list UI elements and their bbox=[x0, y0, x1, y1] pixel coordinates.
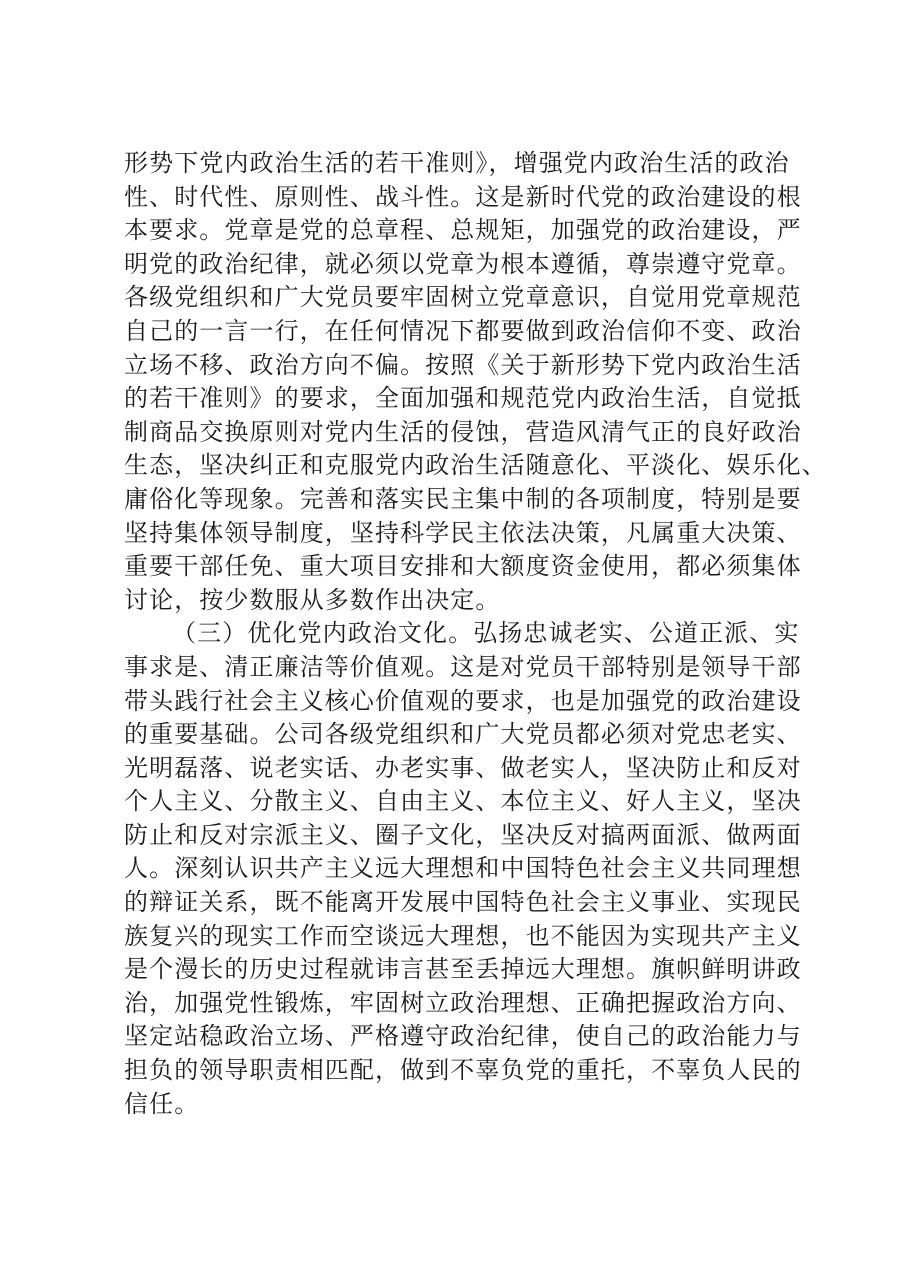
text-line: 光明磊落、说老实话、办老实事、做老实人，坚决防止和反对 bbox=[124, 753, 802, 782]
text-line: 本要求。党章是党的总章程、总规矩，加强党的政治建设，严 bbox=[124, 216, 802, 245]
text-line: 自己的一言一行，在任何情况下都要做到政治信仰不变、政治 bbox=[124, 316, 802, 345]
section-heading-line: （三）优化党内政治文化。弘扬忠诚老实、公道正派、实 bbox=[172, 619, 800, 648]
text-line: 立场不移、政治方向不偏。按照《关于新形势下党内政治生活 bbox=[124, 350, 802, 379]
text-line: 各级党组织和广大党员要牢固树立党章意识，自觉用党章规范 bbox=[124, 283, 802, 312]
text-line: 的辩证关系，既不能离开发展中国特色社会主义事业、实现民 bbox=[124, 888, 802, 917]
text-line: 带头践行社会主义核心价值观的要求，也是加强党的政治建设 bbox=[124, 686, 802, 715]
text-line: 性、时代性、原则性、战斗性。这是新时代党的政治建设的根 bbox=[124, 182, 802, 211]
text-line: 坚持集体领导制度，坚持科学民主依法决策，凡属重大决策、 bbox=[124, 518, 802, 547]
text-line: 的若干准则》的要求，全面加强和规范党内政治生活，自觉抵 bbox=[124, 384, 802, 413]
text-line: 防止和反对宗派主义、圈子文化，坚决反对搞两面派、做两面 bbox=[124, 820, 802, 849]
text-line: 讨论，按少数服从多数作出决定。 bbox=[124, 585, 501, 614]
text-line: 庸俗化等现象。完善和落实民主集中制的各项制度，特别是要 bbox=[124, 484, 802, 513]
text-line: 担负的领导职责相匹配，做到不辜负党的重托，不辜负人民的 bbox=[124, 1056, 802, 1085]
text-line: 重要干部任免、重大项目安排和大额度资金使用，都必须集体 bbox=[124, 552, 802, 581]
text-line: 坚定站稳政治立场、严格遵守政治纪律，使自己的政治能力与 bbox=[124, 1022, 802, 1051]
text-line: 人。深刻认识共产主义远大理想和中国特色社会主义共同理想 bbox=[124, 854, 802, 883]
text-line: 治，加强党性锻炼，牢固树立政治理想、正确把握政治方向、 bbox=[124, 988, 802, 1017]
text-line: 个人主义、分散主义、自由主义、本位主义、好人主义，坚决 bbox=[124, 787, 802, 816]
text-line: 是个漫长的历史过程就讳言甚至丢掉远大理想。旗帜鲜明讲政 bbox=[124, 955, 802, 984]
text-line: 族复兴的现实工作而空谈远大理想，也不能因为实现共产主义 bbox=[124, 921, 802, 950]
body-text bbox=[124, 147, 827, 1121]
text-line: 事求是、清正廉洁等价值观。这是对党员干部特别是领导干部 bbox=[124, 652, 802, 681]
text-line: 生态，坚决纠正和克服党内政治生活随意化、平淡化、娱乐化、 bbox=[124, 451, 827, 480]
text-line: 形势下党内政治生活的若干准则》，增强党内政治生活的政治 bbox=[124, 149, 790, 177]
text-line: 的重要基础。公司各级党组织和广大党员都必须对党忠老实、 bbox=[124, 720, 802, 749]
text-line: 明党的政治纪律，就必须以党章为根本遵循，尊崇遵守党章。 bbox=[124, 249, 802, 278]
text-line: 制商品交换原则对党内生活的侵蚀，营造风清气正的良好政治 bbox=[124, 417, 802, 446]
text-line: 信任。 bbox=[124, 1089, 200, 1118]
